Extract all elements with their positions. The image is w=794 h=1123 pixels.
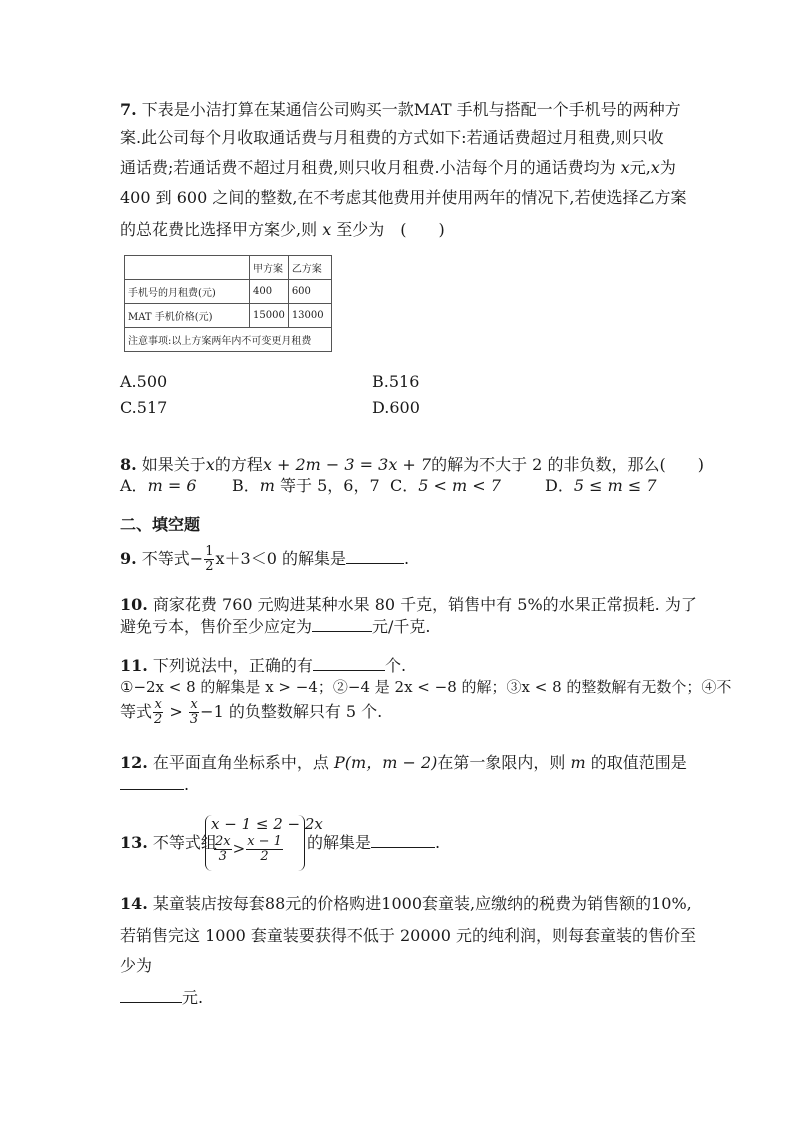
- q11-line-2: ①−2x < 8 的解集是 x > −4；②−4 是 2x < −8 的解；③x < 8 的整数解有无数个；④不: [120, 678, 732, 696]
- table-cell: 15000: [250, 304, 289, 328]
- q14-line-4: [120, 988, 203, 1008]
- table-cell: 手机号的月租费(元): [125, 280, 250, 304]
- q8-optA-label: A．: [120, 476, 148, 495]
- q12-text-b: 在第一象限内，则: [437, 753, 571, 772]
- q8-optD-label: D．: [545, 476, 574, 495]
- answer-blank[interactable]: [371, 833, 435, 848]
- fraction: [189, 698, 199, 727]
- q7-option-c: C.517: [120, 398, 168, 417]
- q12-number: 12.: [120, 753, 148, 772]
- q8-optB-text: 等于 5，6，7: [274, 476, 380, 495]
- q12-text-d: .: [184, 775, 190, 794]
- fraction-numerator: x: [190, 697, 198, 712]
- q8-optB-label: B．: [232, 476, 260, 495]
- table-cell: MAT 手机价格(元): [125, 304, 250, 328]
- q13-text-a: 不等式组: [147, 833, 217, 852]
- answer-blank[interactable]: [120, 775, 184, 790]
- table-cell: 13000: [288, 304, 331, 328]
- fraction: [214, 835, 232, 864]
- var-x: x: [205, 455, 215, 474]
- q8-number: 8.: [120, 455, 137, 474]
- q14-text: 某童装店按每套88元的价格购进1000套童装,应缴纳的税费为销售额的10%,: [147, 894, 692, 913]
- fraction-denominator: 3: [218, 849, 227, 864]
- q7-l3c: 为: [659, 158, 676, 177]
- q13-text-b: 的解集是: [307, 833, 372, 852]
- q10-text: 商家花费 760 元购进某种水果 80 千克，销售中有 5%的水果正常损耗. 为了: [147, 595, 697, 614]
- q8-option-c: [390, 476, 501, 496]
- q12-text-c: 的取值范围是: [585, 753, 687, 772]
- fraction-numerator: x: [154, 697, 162, 712]
- q13-number: 13.: [120, 833, 148, 852]
- q7-l3b: 元,: [629, 158, 651, 177]
- q7-line-3: [120, 158, 676, 178]
- q11-text-b: −1 的负整数解只有 5 个.: [200, 702, 383, 721]
- table-row: [125, 280, 332, 304]
- q8-option-d: [545, 476, 657, 496]
- q11-text-b: 个.: [384, 656, 407, 675]
- q10-text-a: 避免亏本，售价至少应定为: [120, 617, 313, 636]
- q8-text3: 的解为不大于 2 的非负数，那么( ): [431, 455, 704, 474]
- fraction: [204, 545, 214, 574]
- fraction-denominator: 2: [260, 849, 269, 864]
- q9-text-c: .: [403, 549, 410, 568]
- q11-number: 11.: [120, 656, 148, 675]
- q7-line-2: 案.此公司每个月收取通话费与月租费的方式如下:若通话费超过月租费,则只收: [120, 128, 664, 147]
- q8-optC-value: 5 < m < 7: [418, 476, 501, 495]
- q14-line-2: 若销售完这 1000 套童装要获得不低于 20000 元的纯利润，则每套童装的售价至: [120, 926, 696, 945]
- q10-number: 10.: [120, 595, 148, 614]
- system-row-2: [213, 835, 284, 864]
- var-m: m: [570, 753, 586, 772]
- q8-optD-value: 5 ≤ m ≤ 7: [573, 476, 657, 495]
- q7-line-4: 400 到 600 之间的整数,在不考虑其他费用并使用两年的情况下,若使选择乙方案: [120, 188, 687, 207]
- q7-text: 下表是小洁打算在某通信公司购买一款MAT 手机与搭配一个手机号的两种方: [141, 100, 681, 119]
- greater-than: >: [164, 702, 188, 721]
- q14-line-1: [120, 894, 692, 914]
- q9-number: 9.: [120, 549, 137, 568]
- table-cell: [125, 256, 250, 280]
- q8-line-1: [120, 455, 704, 475]
- q7-l5b: 至少为 ( ): [331, 220, 445, 239]
- q11-text-a: 下列说法中，正确的有: [147, 656, 313, 675]
- fraction-denominator: 2: [154, 712, 163, 727]
- q13-label: [120, 833, 217, 853]
- q10-line-2: [120, 617, 431, 637]
- var-x: x: [322, 220, 332, 239]
- q8-optA-value: m = 6: [147, 476, 197, 495]
- table-header: 乙方案: [288, 256, 331, 280]
- q8-text1: 如果关于: [136, 455, 206, 474]
- q11-line-1: [120, 656, 406, 676]
- answer-blank[interactable]: [313, 656, 385, 671]
- section-heading: 二、填空题: [120, 515, 201, 534]
- q7-option-a: A.500: [120, 372, 168, 391]
- q7-line-1: [120, 100, 681, 120]
- q14-line-3: 少为: [120, 956, 153, 975]
- var-x: x: [620, 158, 630, 177]
- table-cell: 600: [288, 280, 331, 304]
- table-header: 甲方案: [250, 256, 289, 280]
- plan-table: [124, 255, 332, 352]
- table-note: 注意事项:以上方案两年内不可变更月租费: [125, 328, 332, 352]
- fraction-numerator: 2x: [215, 834, 231, 849]
- fraction: [246, 835, 283, 864]
- fraction-denominator: 2: [205, 559, 214, 574]
- q8-optB-var: m: [259, 476, 275, 495]
- q14-text-end: 元.: [182, 988, 204, 1007]
- q7-l5a: 的总花费比选择甲方案少,则: [120, 220, 323, 239]
- q7-number: 7.: [120, 100, 137, 119]
- q8-option-a: [120, 476, 197, 496]
- q12-text-a: 在平面直角坐标系中，点: [147, 753, 335, 772]
- q7-option-d: D.600: [372, 398, 420, 417]
- fraction: [153, 698, 163, 727]
- q12-line-2: [120, 775, 189, 795]
- q7-option-b: B.516: [372, 372, 420, 391]
- table-row: [125, 256, 332, 280]
- inequality-system: [205, 815, 323, 873]
- q8-equation: x + 2m − 3 = 3x + 7: [262, 455, 432, 474]
- system-row-1: x − 1 ≤ 2 − 2x: [211, 815, 323, 833]
- table-row: [125, 304, 332, 328]
- answer-blank[interactable]: [346, 549, 404, 564]
- q7-l3a: 通话费;若通话费不超过月租费,则只收月租费.小洁每个月的通话费均为: [120, 158, 621, 177]
- var-x: x: [650, 158, 660, 177]
- q13-text-c: .: [435, 833, 441, 852]
- fraction-numerator: x − 1: [247, 834, 282, 849]
- answer-blank[interactable]: [312, 617, 372, 632]
- q11-line-3: [120, 696, 382, 728]
- q13-tail: [307, 833, 440, 853]
- q9-text-a: 不等式−: [136, 549, 204, 568]
- q8-text2: 的方程: [214, 455, 263, 474]
- q11-text-a: 等式: [120, 702, 153, 721]
- q8-optC-label: C．: [390, 476, 419, 495]
- fraction-denominator: 3: [189, 712, 199, 727]
- greater-than: >: [232, 839, 246, 858]
- q12-line-1: [120, 753, 687, 773]
- fraction-numerator: 1: [205, 544, 214, 559]
- q10-line-1: [120, 595, 697, 615]
- q12-point: P(m，m − 2): [334, 753, 438, 772]
- q9-line: [120, 543, 409, 575]
- q8-option-b: [232, 476, 380, 496]
- q14-number: 14.: [120, 894, 148, 913]
- answer-blank[interactable]: [120, 988, 182, 1003]
- table-row: [125, 328, 332, 352]
- table-cell: 400: [250, 280, 289, 304]
- q10-text-b: 元/千克.: [372, 617, 431, 636]
- q9-text-b: x＋3＜0 的解集是: [215, 549, 346, 568]
- q7-line-5: [120, 220, 445, 240]
